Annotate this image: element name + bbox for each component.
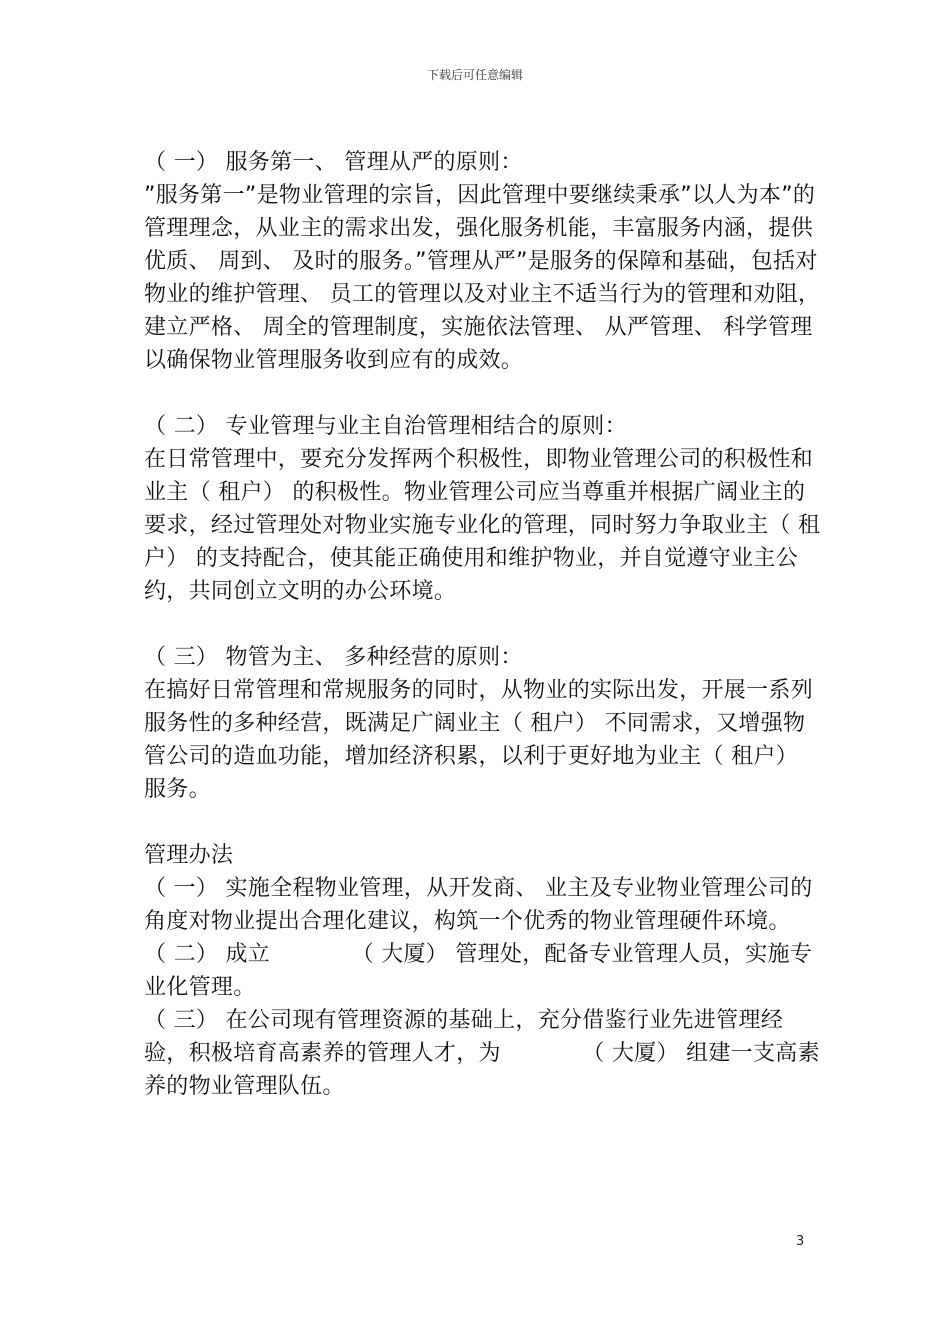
management-title: 管理办法: [144, 843, 234, 868]
management-item: （ 二） 成立 （ 大厦） 管理处，配备专业管理人员，实施专业化管理。: [144, 942, 813, 1000]
section-heading: （ 二） 专业管理与业主自治管理相结合的原则：: [144, 414, 627, 439]
management-methods-section: [144, 839, 824, 1103]
section-paragraph: ”服务第一”是物业管理的宗旨，因此管理中要继续秉承”以人为本”的管理理念，从业主的需求出发，强化服务机能，丰富服务内涵，提供优质、 周到、 及时的服务。”管理从严”是服务的保障和基础，包括对物业的维护管理、 员工的管理以及对业主不适当行为的管理和劝阻，建立严格、 周全的管理制度，实施依法管理、 从严管理、 科学管理以确保物业管理服务收到应有的成效。: [144, 183, 821, 373]
page-header: 下载后可任意编辑: [426, 68, 523, 82]
section-heading: （ 三） 物管为主、 多种经营的原则：: [144, 645, 523, 670]
page-number: 3: [796, 1234, 805, 1249]
principle-section-3: [144, 641, 824, 806]
principle-section-1: [144, 146, 824, 377]
management-item: （ 三） 在公司现有管理资源的基础上，充分借鉴行业先进管理经验，积极培育高素养的管理人才，为 （ 大厦） 组建一支高素养的物业管理队伍。: [144, 1008, 820, 1099]
section-heading: （ 一） 服务第一、 管理从严的原则：: [144, 150, 523, 175]
management-item: （ 一） 实施全程物业管理，从开发商、 业主及专业物业管理公司的角度对物业提出合理化建议，构筑一个优秀的物业管理硬件环境。: [144, 876, 813, 934]
section-paragraph: 在日常管理中，要充分发挥两个积极性，即物业管理公司的积极性和业主（ 租户） 的积极性。物业管理公司应当尊重并根据广阔业主的要求，经过管理处对物业实施专业化的管理，同时努力争取业主（ 租户） 的支持配合，使其能正确使用和维护物业，并自觉遵守业主公约，共同创立文明的办公环境。: [144, 447, 821, 604]
principle-section-2: [144, 410, 824, 608]
section-paragraph: 在搞好日常管理和常规服务的同时，从物业的实际出发，开展一系列服务性的多种经营，既满足广阔业主（ 租户） 不同需求，又增强物管公司的造血功能，增加经济积累，以利于更好地为业主（ 租户） 服务。: [144, 678, 814, 802]
document-body: [144, 146, 824, 1103]
